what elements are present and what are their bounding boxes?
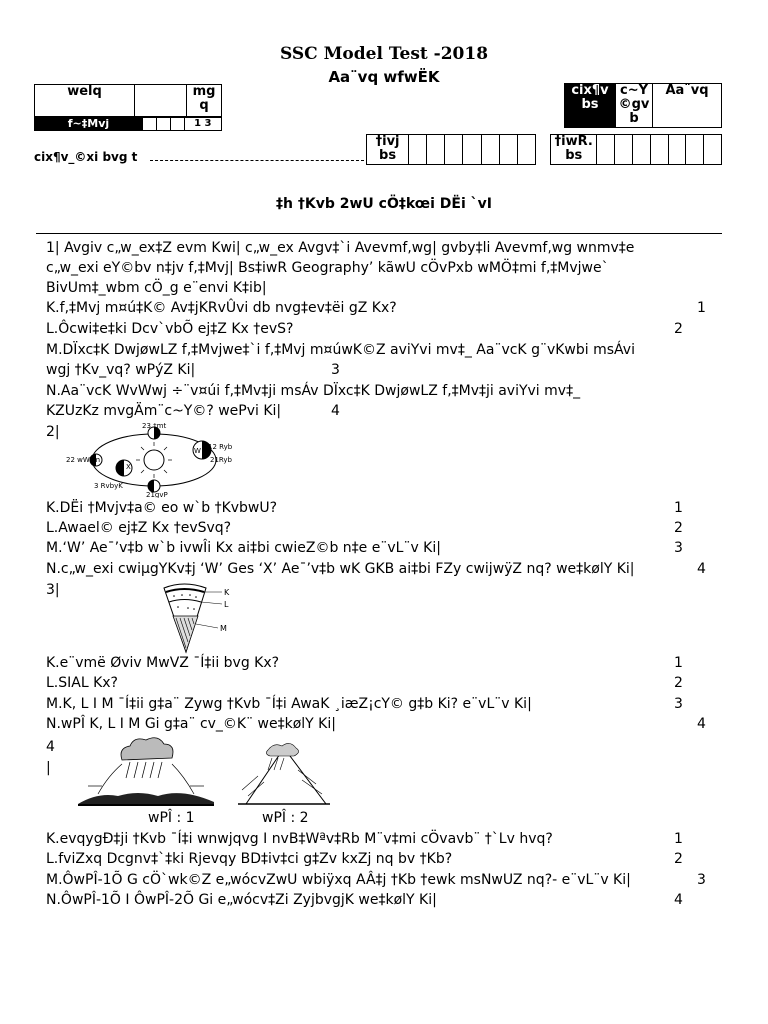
subject-code-row xyxy=(34,117,222,131)
exam-box xyxy=(564,83,722,128)
q2-mark-a: 1 xyxy=(674,500,683,516)
q2-mark-d: 4 xyxy=(697,561,706,577)
q3-part-d: N.wPÎ K, L I M Gi g‡a¨ cv_©K¨ we‡kølY Ki| xyxy=(46,716,336,732)
q4-part-b: L.fviZxq Dcgnv‡`‡ki Rjevqy BD‡iv‡ci g‡Zv kxZj nq bv †Kb? xyxy=(46,851,453,867)
rain-lines xyxy=(126,762,162,778)
q2-part-c: M.‘W’ Ae¯’v‡b w`b ivwÎi Kx ai‡bi cwieZ©b n‡e e¨vL¨v Ki| xyxy=(46,540,441,556)
q3-number: 3| xyxy=(46,582,60,598)
q2-part-b: L.Awael© ej‡Z Kx †evSvq? xyxy=(46,520,232,536)
fig-label-x: X xyxy=(126,463,131,471)
q1-part-a: K.f‚‡Mvj m¤ú‡K© Av‡jKRvÛvi db nvg‡ev‡ëi gZ Kx? xyxy=(46,300,397,316)
q1-stem-line3: BivUm‡_wbm cÖ_g e¨envi K‡ib| xyxy=(46,280,267,296)
rising-air-arrows xyxy=(88,764,204,794)
q3-mark-a: 1 xyxy=(674,655,683,671)
fig-label-k: K xyxy=(224,588,230,597)
roll-box xyxy=(366,134,536,165)
q2-part-a: K.DËi †Mvjv‡a© eo w`b †KvbwU? xyxy=(46,500,278,516)
fig-label-bottom-left: 3 RvbyK xyxy=(94,482,123,490)
q1-part-c-line2: wgj †Kv_vq? wPýZ Ki| xyxy=(46,362,196,378)
q4-part-a: K.evqygÐ‡ji †Kvb ¯Í‡i wnwjqvg I nvB‡Wªv‡Rb M¨v‡mi cÖvavb¨ †`Lv hvq? xyxy=(46,831,553,847)
figure-caption-1: wPÎ : 1 xyxy=(148,810,195,826)
sun-rays xyxy=(136,442,172,478)
registration-box xyxy=(550,134,722,165)
q3-mark-d: 4 xyxy=(697,716,706,732)
name-dashed-line xyxy=(150,160,364,161)
earth-x-shade xyxy=(116,460,124,476)
time-label: mg q xyxy=(187,85,222,117)
q2-part-d: N.c„w_exi cwiµgYKv‡j ‘W’ Ges ‘X’ Ae¯’v‡b wK GKB ai‡bi FZy cwijwÿZ nq? we‡kølY Ki| xyxy=(46,561,635,577)
q3-mark-c: 3 xyxy=(674,696,683,712)
orographic-rain-figure xyxy=(238,740,330,806)
q1-mark-a: 1 xyxy=(697,300,706,316)
q1-stem-line1: 1| Avgiv c„w_ex‡Z evm Kwi| c„w_ex Avgv‡`i Avevmf‚wg| gvby‡li Avevmf‚wg wnmv‡e xyxy=(46,240,635,256)
figure-caption-2: wPÎ : 2 xyxy=(262,810,309,826)
q3-part-b: L.SIAL Kx? xyxy=(46,675,118,691)
q3-part-a: K.e¨vmë Øviv MwVZ ¯Í‡ii bvg Kx? xyxy=(46,655,280,671)
fig-label-left: 22 wW‡m xyxy=(66,456,101,464)
q4-number: 4 xyxy=(46,739,55,755)
student-name-label: cix¶v_©xi bvg t xyxy=(34,150,138,164)
q1-part-c-line1: M.DÏxc‡K DwjøwLZ f‚‡Mvjwe‡`i f‚‡Mvj m¤úwK©Z aviYvi mv‡_ Aa¨vcK g¨vKwbi msÁvi xyxy=(46,342,635,358)
reg-label: †iwR. bs xyxy=(551,135,597,165)
q2-number: 2| xyxy=(46,424,60,440)
q3-part-c: M.K, L I M ¯Í‡ii g‡a¨ Zywg †Kvb ¯Í‡i AwaK ¸iæZ¡cY© g‡b Ki? e¨vL¨v Ki| xyxy=(46,696,532,712)
q4-mark-a: 1 xyxy=(674,831,683,847)
q4-part-d: N.ÔwPÎ-1Õ I ÔwPÎ-2Õ Gi e„wócv‡Zi ZyjbvgjK we‡kølY Ki| xyxy=(46,892,437,908)
fig-label-bottom: 21gvP xyxy=(146,491,168,498)
subject-label: welq xyxy=(35,85,135,117)
fig-label-w: W xyxy=(194,447,201,455)
q1-part-b: L.Ôcwi‡e‡ki Dcv`vbÕ ej‡Z Kx †evS? xyxy=(46,321,294,337)
q3-mark-b: 2 xyxy=(674,675,683,691)
sun-icon xyxy=(144,450,164,470)
section-heading: ‡h †Kvb 2wU cÖ‡kœi DËi `vI xyxy=(276,196,492,212)
q1-part-d-line1: N.Aa¨vcK WvWwj ÷¨v¤úi f‚‡Mv‡ji msÁv DÏxc‡K DwjøwLZ f‚‡Mv‡ji aviYvi mv‡_ xyxy=(46,383,581,399)
q4-mark-c: 3 xyxy=(697,872,706,888)
q1-part-d-line2: KZUzKz mvgÄm¨c~Y©? wePvi Ki| xyxy=(46,403,282,419)
exam-no-label: cix¶v bs xyxy=(565,84,616,128)
subject-code-digits: 1 3 xyxy=(184,118,221,131)
q4-mark-b: 2 xyxy=(674,851,683,867)
fig-label-right: 12 Ryb xyxy=(208,443,233,451)
subject-code-label: f~‡Mvj xyxy=(35,118,143,131)
q1-mark-c: 3 xyxy=(331,362,340,378)
section-divider xyxy=(36,233,722,234)
convection-rain-figure xyxy=(78,736,214,806)
fig-label-l: L xyxy=(224,600,229,609)
q1-mark-d: 4 xyxy=(331,403,340,419)
fig-label-top: 23 †mt xyxy=(142,422,167,430)
fig-label-m: M xyxy=(220,624,227,633)
page-title: SSC Model Test -2018 xyxy=(279,44,489,64)
roll-label: †ivj bs xyxy=(367,135,409,165)
q4-mark-d: 4 xyxy=(674,892,683,908)
page-subtitle: Aa¨vq wfwËK xyxy=(328,68,440,86)
q2-mark-b: 2 xyxy=(674,520,683,536)
q2-mark-c: 3 xyxy=(674,540,683,556)
fig-label-right2: 21Ryb xyxy=(210,456,232,464)
cloud-icon xyxy=(121,738,173,760)
chapter-label: Aa¨vq xyxy=(653,84,722,128)
earth-layers-figure xyxy=(160,582,240,654)
earth-orbit-figure xyxy=(64,420,244,498)
q4-number-bar: | xyxy=(46,760,51,776)
q4-part-c: M.ÔwPÎ-1Õ G cÖ`wk©Z e„wócvZwU wbiÿxq AÂ‡j †Kb †ewk msNwUZ nq?- e¨vL¨v Ki| xyxy=(46,872,631,888)
q1-stem-line2: c„w_exi eY©bv n‡jv f‚‡Mvj| Bs‡iwR Geography’ kãwU cÖvPxb wMÖ‡mi f‚‡Mvjwe` xyxy=(46,260,609,276)
q1-mark-b: 2 xyxy=(674,321,683,337)
subject-box xyxy=(34,84,222,117)
mountain-cloud-icon xyxy=(266,743,298,756)
full-marks-label: c~Y ©gv b xyxy=(616,84,653,128)
